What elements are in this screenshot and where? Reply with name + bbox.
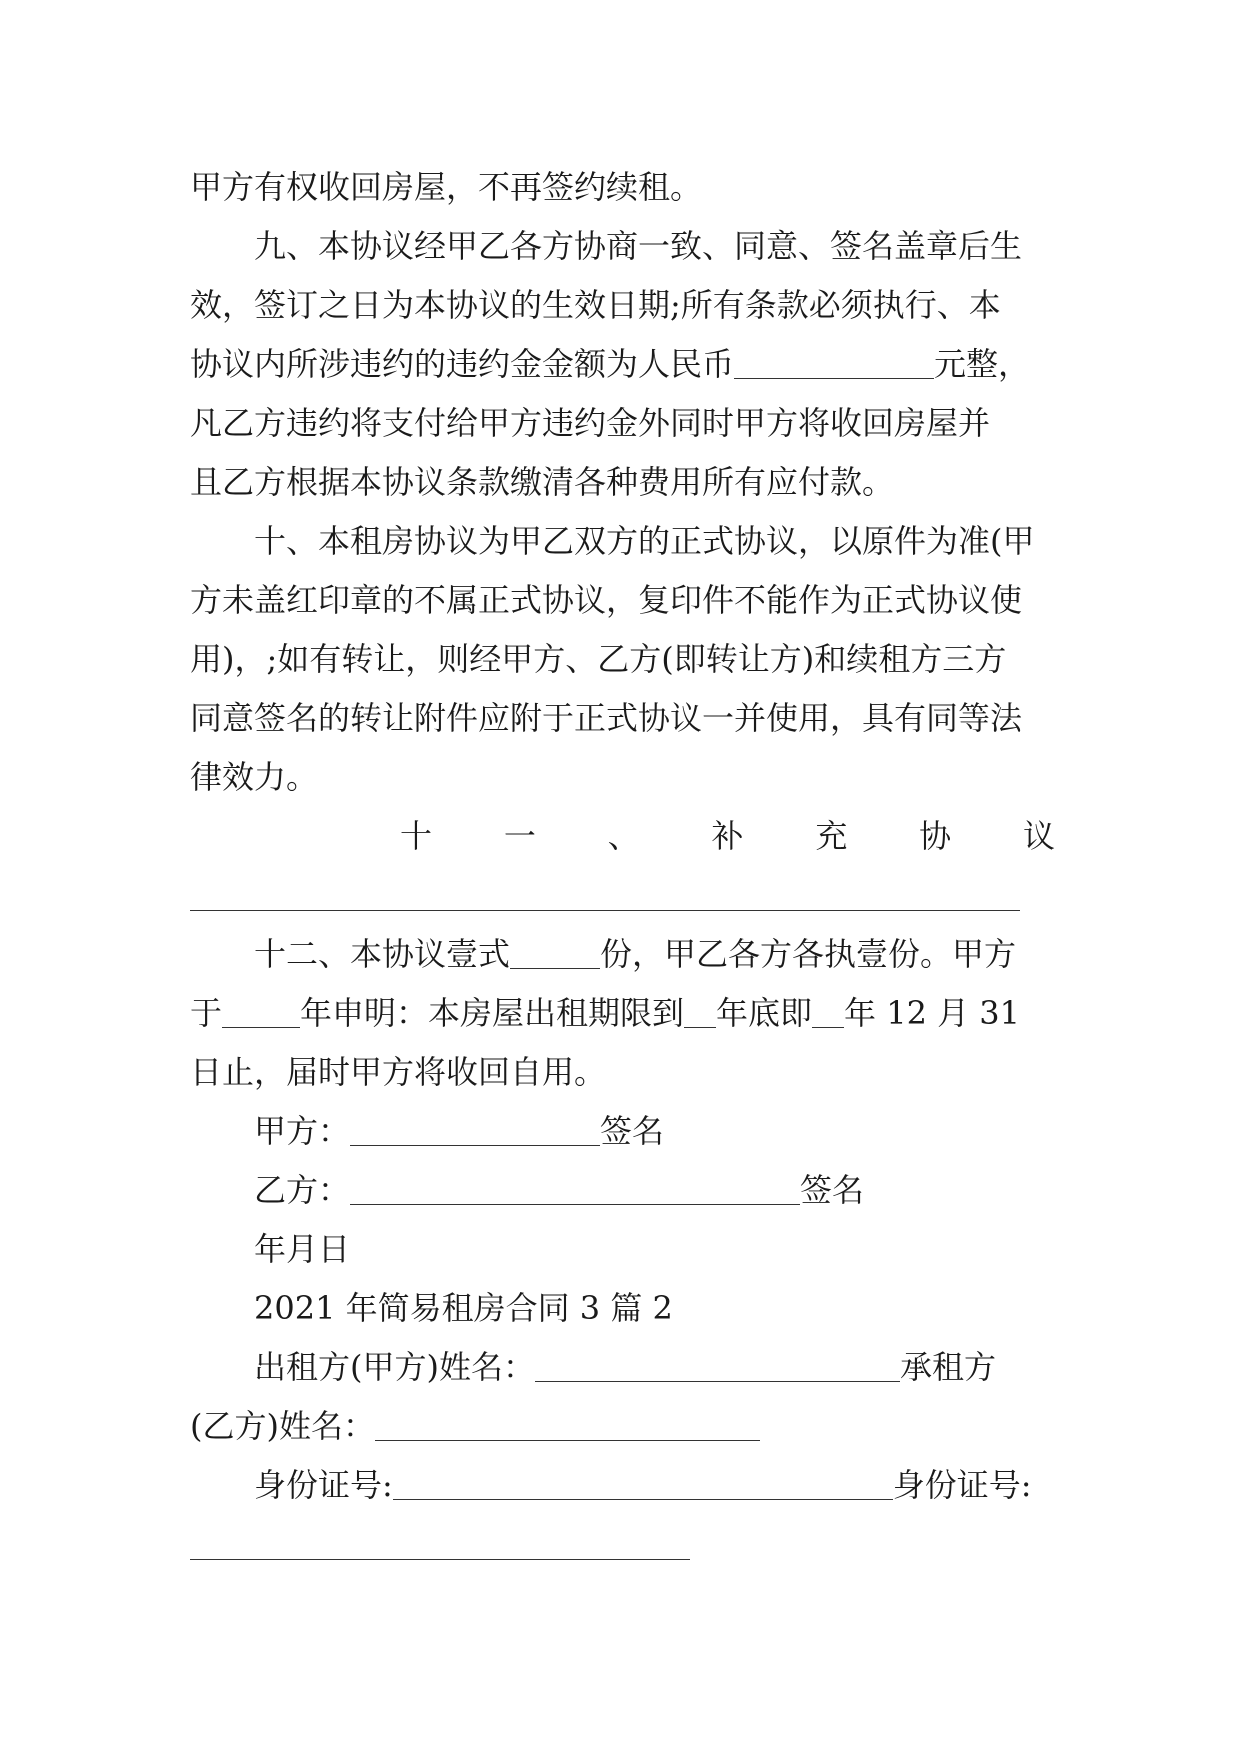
id-number-line: 身份证号: 身份证号: — [254, 1466, 1032, 1504]
section-title: 2021 年简易租房合同 3 篇 2 — [254, 1289, 673, 1327]
party-b-signature-line: 乙方： 签名 — [254, 1171, 865, 1209]
party-a-signature-line: 甲方： 签名 — [254, 1112, 665, 1150]
party-a-name-blank[interactable] — [350, 1115, 600, 1146]
year-blank[interactable] — [222, 997, 300, 1028]
lessee-name-line: (乙方)姓名： — [190, 1397, 1055, 1456]
text-line: 且乙方根据本协议条款缴清各种费用所有应付款。 — [190, 463, 895, 501]
copies-blank[interactable] — [510, 938, 600, 969]
year-blank[interactable] — [812, 997, 844, 1028]
supplement-blank-line[interactable] — [190, 866, 1055, 925]
text-line: 律效力。 — [190, 758, 319, 796]
lessee-name-blank[interactable] — [375, 1410, 760, 1441]
party-b-name-blank[interactable] — [350, 1174, 800, 1205]
clause-11-heading: 十 一 、 补 充 协 议 — [400, 817, 1055, 855]
text-line: 同意签名的转让附件应附于正式协议一并使用，具有同等法 — [190, 699, 1023, 737]
clause-9-line: 九、本协议经甲乙各方协商一致、同意、签名盖章后生 — [254, 227, 1023, 265]
lessor-id-blank[interactable] — [393, 1469, 893, 1500]
text-line: 方未盖红印章的不属正式协议，复印件不能作为正式协议使 — [190, 581, 1023, 619]
year-end-blank[interactable] — [684, 997, 716, 1028]
clause-12-line: 十二、本协议壹式 份，甲乙各方各执壹份。甲方 — [254, 935, 1017, 973]
clause-10-line: 十、本租房协议为甲乙双方的正式协议，以原件为准(甲 — [254, 522, 1035, 560]
text-line: 用)，;如有转让，则经甲方、乙方(即转让方)和续租方三方 — [190, 640, 1007, 678]
supplement-rule — [190, 910, 1020, 911]
text-line: 甲方有权收回房屋，不再签约续租。 — [190, 168, 703, 206]
text-line: 效，签订之日为本协议的生效日期;所有条款必须执行、本 — [190, 286, 1001, 324]
lessee-id-blank-line[interactable] — [190, 1515, 1055, 1574]
document-page — [190, 158, 1055, 1574]
penalty-amount-blank[interactable] — [734, 348, 934, 379]
lessee-id-rule — [190, 1559, 690, 1560]
date-line: 年月日 — [254, 1230, 351, 1268]
text-line: 协议内所涉违约的违约金金额为人民币 元整， — [190, 345, 1031, 383]
text-line: 日止，届时甲方将收回自用。 — [190, 1053, 607, 1091]
text-line: 凡乙方违约将支付给甲方违约金外同时甲方将收回房屋并 — [190, 404, 991, 442]
lessor-name-blank[interactable] — [535, 1351, 900, 1382]
text-line: 于 年申明：本房屋出租期限到 年底即 年 12 月 31 — [190, 994, 1021, 1032]
lessor-name-line: 出租方(甲方)姓名： 承租方 — [254, 1348, 996, 1386]
